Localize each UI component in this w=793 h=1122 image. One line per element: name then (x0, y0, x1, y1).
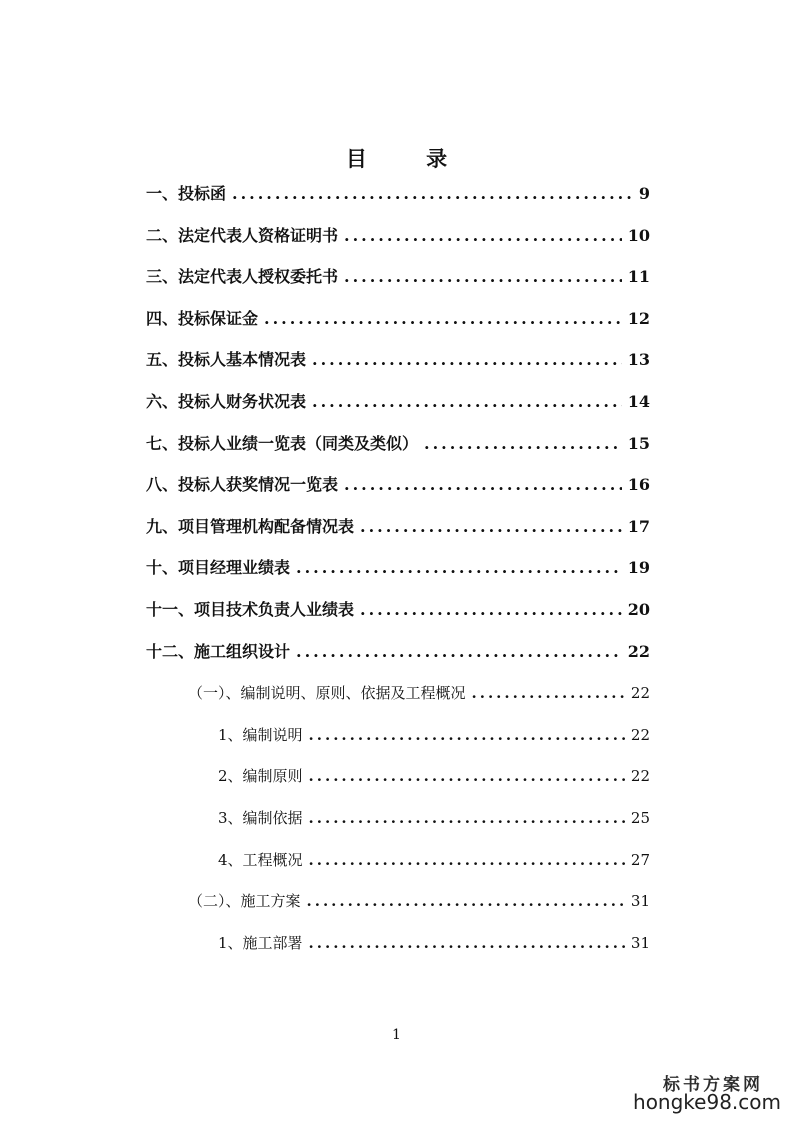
toc-entry[interactable] (146, 183, 650, 205)
toc-dot-leader (360, 599, 622, 621)
toc-entry[interactable] (218, 765, 650, 787)
toc-entry[interactable] (146, 641, 650, 663)
toc-entry-label: 一、投标函 (146, 184, 227, 203)
toc-entry-page: 11 (627, 267, 650, 286)
toc-dot-leader (296, 641, 622, 663)
toc-dot-leader (232, 183, 633, 205)
toc-dot-leader (309, 765, 625, 787)
toc-entry[interactable] (146, 225, 650, 247)
toc-entry[interactable] (218, 849, 650, 871)
toc-entry[interactable] (146, 516, 650, 538)
toc-entry-label: 2、编制原则 (218, 767, 303, 785)
page-number: 1 (392, 1027, 401, 1043)
toc-entry-page: 12 (627, 309, 650, 328)
toc-entry[interactable] (146, 308, 650, 330)
toc-entry-page: 15 (627, 434, 650, 453)
toc-entry-page: 19 (627, 558, 650, 577)
toc-dot-leader (309, 932, 625, 954)
toc-dot-leader (312, 349, 622, 371)
toc-entry-label: 三、法定代表人授权委托书 (146, 267, 339, 286)
toc-dot-leader (307, 890, 625, 912)
toc-entry[interactable] (188, 890, 650, 912)
toc-entry[interactable] (188, 682, 650, 704)
toc-dot-leader (309, 807, 625, 829)
toc-dot-leader (472, 682, 625, 704)
toc-entry-page: 13 (627, 350, 650, 369)
toc-entry-page: 22 (630, 767, 650, 785)
toc-entry-page: 22 (630, 726, 650, 744)
toc-entry-label: 七、投标人业绩一览表（同类及类似） (146, 434, 419, 453)
toc-entry[interactable] (218, 932, 650, 954)
toc-dot-leader (344, 474, 622, 496)
toc-entry-page: 17 (627, 517, 650, 536)
toc-entry[interactable] (146, 599, 650, 621)
toc-dot-leader (309, 724, 625, 746)
toc-entry-page: 14 (627, 392, 650, 411)
watermark-url: hongke98.com (633, 1090, 781, 1114)
toc-dot-leader (296, 557, 622, 579)
toc-entry-label: 4、工程概况 (218, 851, 303, 869)
toc-entry-label: 八、投标人获奖情况一览表 (146, 475, 339, 494)
toc-entry-label: 六、投标人财务状况表 (146, 392, 307, 411)
toc-entry-page: 22 (627, 642, 650, 661)
toc-entry-page: 31 (630, 892, 650, 910)
toc-entry-label: （二）、施工方案 (188, 892, 301, 910)
toc-entry-label: 四、投标保证金 (146, 309, 259, 328)
toc-entry-page: 20 (627, 600, 650, 619)
toc-entry[interactable] (146, 266, 650, 288)
toc-entry[interactable] (146, 391, 650, 413)
toc-entry-label: 五、投标人基本情况表 (146, 350, 307, 369)
toc-entry-page: 22 (630, 684, 650, 702)
toc-entry-label: 九、项目管理机构配备情况表 (146, 517, 355, 536)
toc-dot-leader (312, 391, 622, 413)
toc-title: 目 录 (345, 146, 474, 171)
toc-entry[interactable] (146, 474, 650, 496)
toc-entry-label: 1、施工部署 (218, 934, 303, 952)
toc-dot-leader (264, 308, 622, 330)
toc-entry-page: 25 (630, 809, 650, 827)
toc-dot-leader (344, 225, 622, 247)
toc-entry-label: 1、编制说明 (218, 726, 303, 744)
toc-entry[interactable] (146, 349, 650, 371)
toc-entry-label: 3、编制依据 (218, 809, 303, 827)
toc-entry-label: 十、项目经理业绩表 (146, 558, 291, 577)
watermark-site-name: 标书方案网 (663, 1075, 763, 1095)
toc-dot-leader (360, 516, 622, 538)
toc-entry-page: 31 (630, 934, 650, 952)
toc-dot-leader (309, 849, 625, 871)
toc-entry-label: 十二、施工组织设计 (146, 642, 291, 661)
toc-entry-label: 二、法定代表人资格证明书 (146, 226, 339, 245)
toc-entry[interactable] (146, 433, 650, 455)
toc-dot-leader (344, 266, 622, 288)
toc-entry-label: 十一、项目技术负责人业绩表 (146, 600, 355, 619)
toc-entry-page: 27 (630, 851, 650, 869)
toc-dot-leader (424, 433, 622, 455)
toc-entry[interactable] (146, 557, 650, 579)
toc-entry-label: （一）、编制说明、原则、依据及工程概况 (188, 684, 466, 702)
toc-entry-page: 16 (627, 475, 650, 494)
toc-entry[interactable] (218, 807, 650, 829)
toc-entry[interactable] (218, 724, 650, 746)
toc-entry-page: 9 (638, 184, 650, 203)
toc-entry-page: 10 (627, 226, 650, 245)
